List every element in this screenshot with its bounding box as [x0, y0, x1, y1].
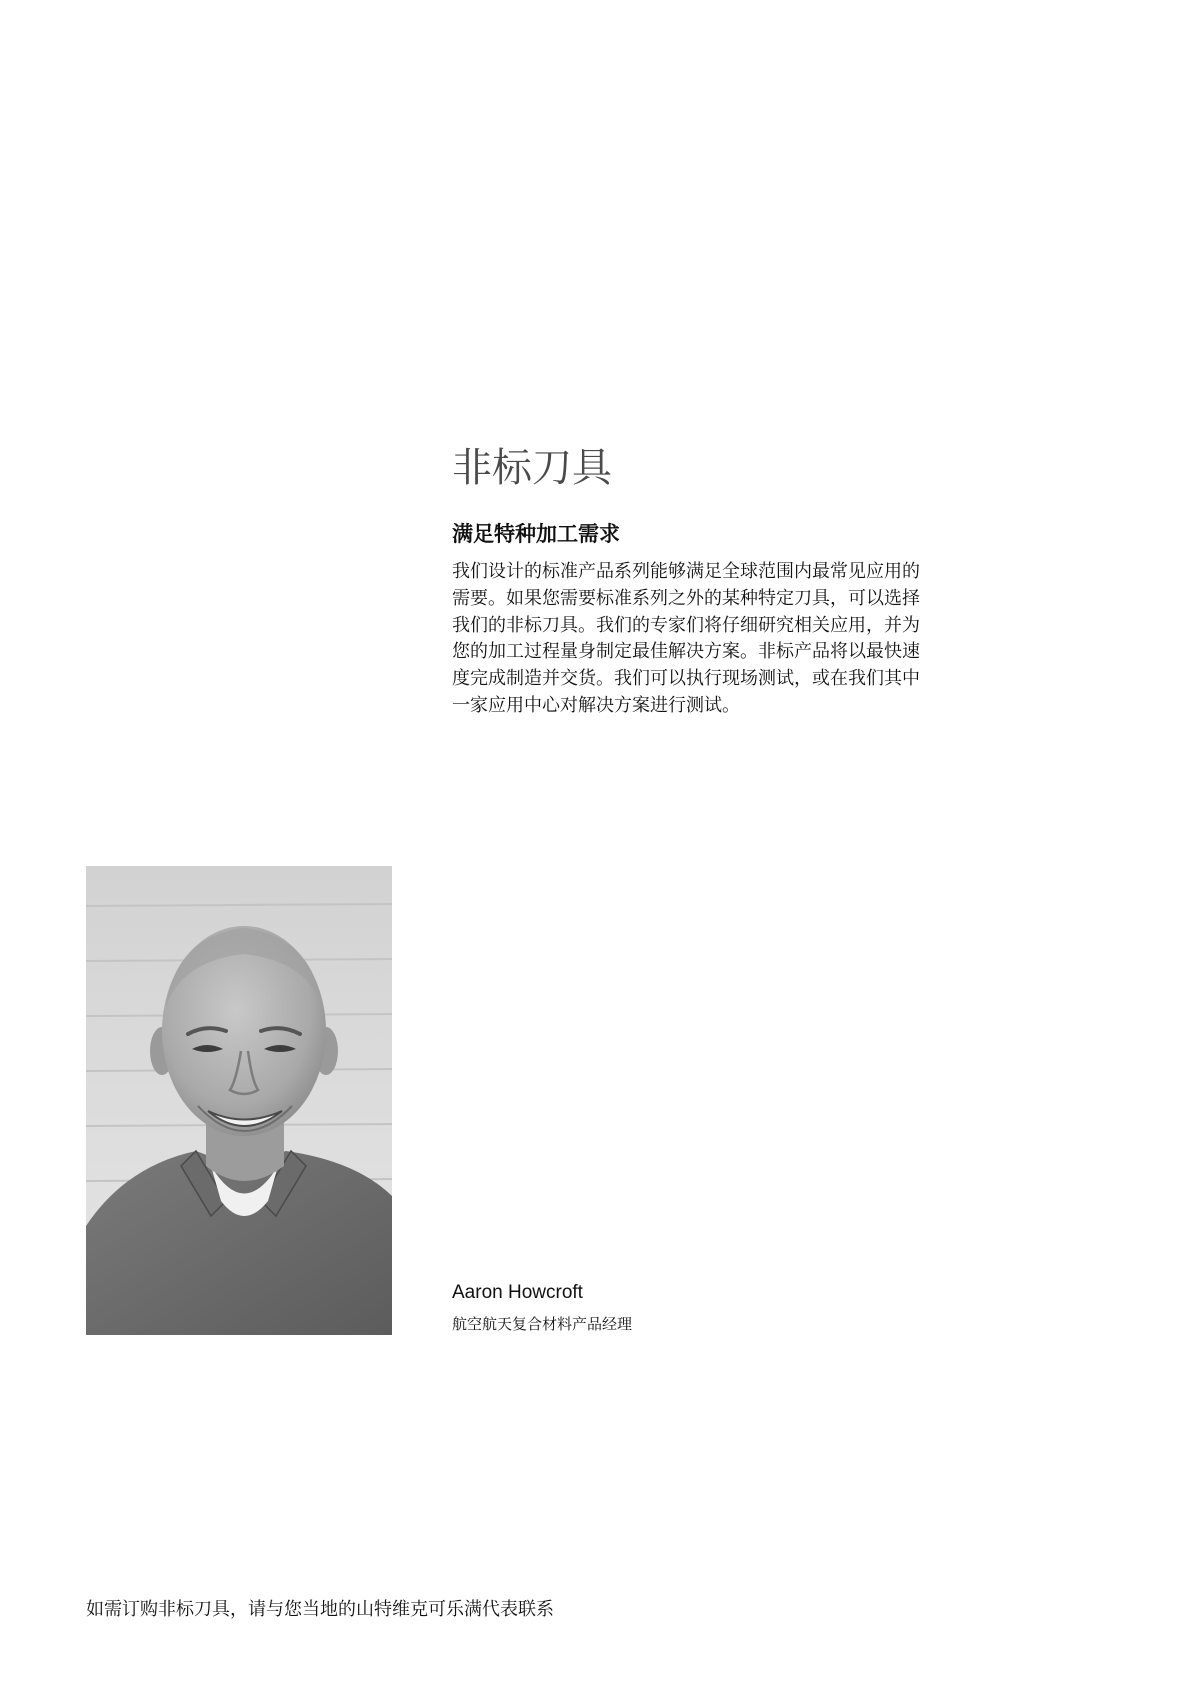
- section-subtitle: 满足特种加工需求: [452, 522, 620, 546]
- body-line: 我们的非标刀具。我们的专家们将仔细研究相关应用，并为: [452, 614, 920, 636]
- body-line: 度完成制造并交货。我们可以执行现场测试，或在我们其中: [452, 668, 920, 690]
- body-paragraph: [452, 559, 920, 720]
- person-role: 航空航天复合材料产品经理: [452, 1315, 633, 1333]
- body-line: 一家应用中心对解决方案进行测试。: [452, 694, 740, 716]
- page-title: 非标刀具: [452, 445, 612, 491]
- body-line: 您的加工过程量身制定最佳解决方案。非标产品将以最快速: [452, 641, 920, 663]
- portrait-illustration: [86, 866, 392, 1335]
- body-line: 需要。如果您需要标准系列之外的某种特定刀具，可以选择: [452, 587, 920, 609]
- body-line: 我们设计的标准产品系列能够满足全球范围内最常见应用的: [452, 561, 920, 582]
- person-portrait-photo: [86, 866, 392, 1335]
- footer-contact-note: 如需订购非标刀具，请与您当地的山特维克可乐满代表联系: [86, 1599, 554, 1620]
- person-name: Aaron Howcroft: [452, 1282, 583, 1303]
